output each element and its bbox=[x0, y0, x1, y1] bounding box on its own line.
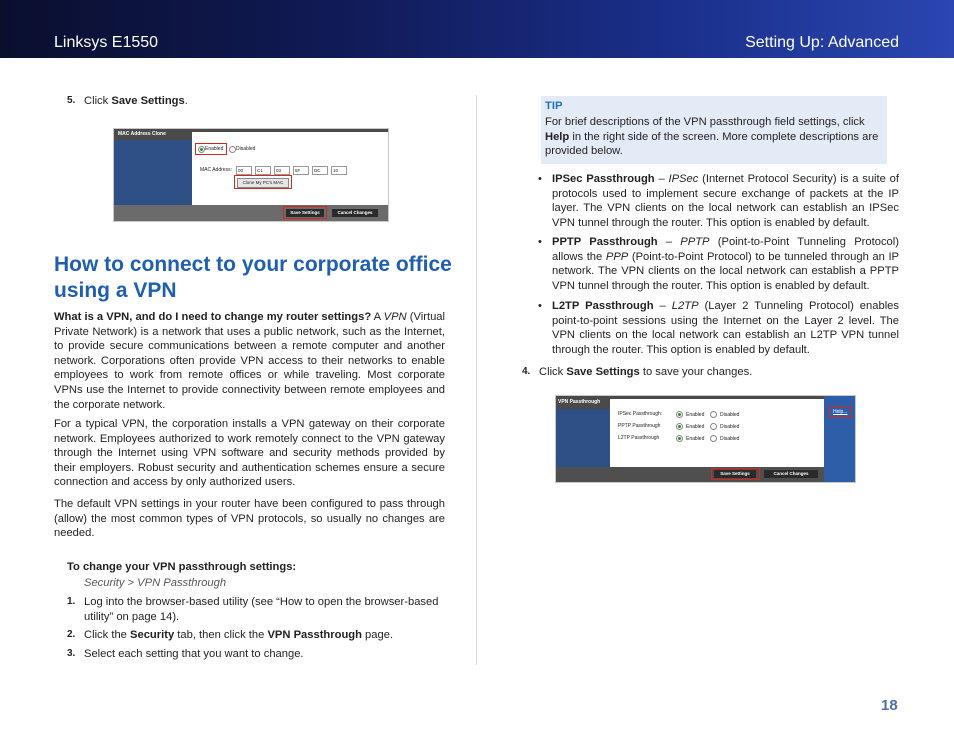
step-bold: Save Settings bbox=[111, 95, 185, 107]
text: (Layer 2 Tunneling Protocol) enables point-to-point sessions using the Internet on the Layer 2 level. The VPN clients on the local network can establish an L2TP VPN tunnel through the router. This option is enabled by default. bbox=[552, 300, 899, 356]
screenshot-main bbox=[610, 399, 824, 467]
mac-field: C1 bbox=[255, 166, 271, 175]
step-text: Log into the browser-based utility (see “How to open the browser-based utility” on page 14). bbox=[84, 596, 439, 623]
mac-clone-screenshot bbox=[113, 128, 389, 222]
step-number: 4. bbox=[522, 366, 531, 377]
text: A bbox=[371, 311, 384, 323]
step-number: 5. bbox=[67, 95, 76, 106]
term: IPSec bbox=[668, 173, 699, 185]
term-name: L2TP Passthrough bbox=[552, 300, 654, 312]
tab-name: Security bbox=[130, 629, 175, 641]
text: (Virtual Private Network) is a network that uses a public network, such as the Internet, to provide secure communications between a remote computer and another network. Corporations often provide VPN access to their networks to enable employees to work from remote offices or while traveling. Most corporate VPNs use the Internet to provide connectivity between remote employees and the corporate network. bbox=[54, 311, 445, 411]
cancel-changes-button: Cancel Changes bbox=[332, 209, 378, 217]
bullet-icon: • bbox=[538, 173, 542, 185]
term: PPTP bbox=[680, 236, 710, 248]
mac-field: DC bbox=[312, 166, 328, 175]
enabled-label: Enabled bbox=[686, 412, 705, 418]
mac-field: 03 bbox=[274, 166, 290, 175]
term-name: IPSec Passthrough bbox=[552, 173, 655, 185]
l2tp-row-label: L2TP Passthrough bbox=[618, 435, 660, 441]
paragraph-typical-vpn: For a typical VPN, the corporation installs a VPN gateway on their corporate network. Employees authorized to work remotely connect to the VPN gateway through the Internet using VPN software and security methods provided by their employers. Robust security and authentication schemes ensure a secure connection and access by only authorized users. bbox=[54, 418, 445, 489]
term: PPP bbox=[605, 250, 629, 263]
highlight-box bbox=[234, 175, 292, 189]
section-label: MAC Address Clone bbox=[114, 129, 192, 140]
save-settings-button: Save Settings bbox=[714, 470, 756, 478]
help-panel bbox=[824, 396, 855, 482]
task-title: To change your VPN passthrough settings: bbox=[67, 561, 297, 573]
mac-label: MAC Address: bbox=[200, 167, 232, 173]
disabled-radio bbox=[710, 423, 717, 430]
highlight-box bbox=[195, 143, 227, 155]
highlight-box bbox=[283, 206, 327, 219]
screenshot-main bbox=[192, 140, 388, 205]
question-text: What is a VPN, and do I need to change my router settings? bbox=[54, 311, 372, 323]
text: tab, then click the bbox=[174, 629, 268, 641]
bullet-pptp bbox=[552, 235, 899, 293]
mac-field: 10 bbox=[331, 166, 347, 175]
enabled-label: Enabled bbox=[686, 436, 705, 442]
screenshot-footer bbox=[556, 467, 824, 482]
text: in the right side of the screen. More complete descriptions are provided below. bbox=[545, 130, 879, 158]
term-name: PPTP Passthrough bbox=[552, 236, 658, 248]
bullet-icon: • bbox=[538, 236, 542, 248]
text: – bbox=[654, 173, 669, 185]
clone-mac-button: Clone My PC's MAC bbox=[237, 178, 289, 188]
paragraph-vpn-intro bbox=[54, 310, 445, 412]
pptp-row-label: PPTP Passthrough bbox=[618, 423, 661, 429]
step-text: Select each setting that you want to change. bbox=[84, 648, 304, 660]
enabled-label: Enabled bbox=[205, 146, 224, 152]
text: – bbox=[657, 236, 681, 248]
bullet-l2tp bbox=[552, 299, 899, 357]
enabled-radio bbox=[676, 411, 683, 418]
text: to save your changes. bbox=[639, 366, 753, 378]
help-term: Help bbox=[545, 130, 570, 143]
vpn-passthrough-screenshot bbox=[555, 395, 856, 483]
save-settings-button: Save Settings bbox=[286, 209, 324, 217]
bullet-icon: • bbox=[538, 300, 542, 312]
step-text: Click bbox=[84, 95, 112, 107]
section-heading: How to connect to your corporate office using a VPN bbox=[54, 253, 452, 302]
highlight-box bbox=[829, 406, 852, 418]
enabled-radio bbox=[676, 423, 683, 430]
disabled-radio bbox=[710, 411, 717, 418]
enabled-radio bbox=[676, 435, 683, 442]
navigation-path: Security > VPN Passthrough bbox=[84, 577, 227, 589]
page-name: VPN Passthrough bbox=[267, 629, 362, 641]
text: (Point-to-Point Protocol) to be tunneled through an IP network. The VPN clients on the local network can establish a PPTP VPN tunnel through the router. This option is enabled by default. bbox=[552, 250, 900, 292]
text: (Internet Protocol Security) is a suite of protocols used to implement secure exchange of packets at the IP layer. The VPN clients on the local network can establish an IPSec VPN tunnel through the router. This option is enabled by default. bbox=[552, 173, 899, 229]
mac-field: 5F bbox=[293, 166, 309, 175]
disabled-label: Disabled bbox=[720, 412, 740, 418]
step-number: 1. bbox=[67, 596, 76, 607]
help-link: Help... bbox=[833, 409, 848, 415]
product-name: Linksys E1550 bbox=[54, 34, 159, 51]
bullet-ipsec bbox=[552, 172, 899, 230]
section-title: Setting Up: Advanced bbox=[745, 34, 899, 51]
enabled-label: Enabled bbox=[686, 424, 705, 430]
screenshot-topbar bbox=[192, 129, 388, 132]
paragraph-default-settings: The default VPN settings in your router have been configured to pass through (allow) the most common types of VPN protocols, so usually no changes are needed. bbox=[54, 498, 445, 540]
text: – bbox=[653, 300, 672, 312]
page-header bbox=[0, 0, 954, 58]
page-number: 18 bbox=[881, 697, 898, 714]
step-number: 2. bbox=[67, 629, 76, 640]
disabled-radio bbox=[229, 146, 236, 153]
step-bold: Save Settings bbox=[566, 366, 640, 378]
section-label: VPN Passthrough bbox=[556, 396, 610, 409]
column-divider bbox=[476, 95, 477, 665]
step-number: 3. bbox=[67, 648, 76, 659]
disabled-label: Disabled bbox=[720, 424, 740, 430]
text: For brief descriptions of the VPN passthrough field settings, click bbox=[545, 116, 865, 128]
screenshot-footer bbox=[114, 205, 388, 221]
tip-body bbox=[545, 115, 885, 159]
term: VPN bbox=[383, 311, 407, 323]
tip-label: TIP bbox=[545, 100, 563, 112]
disabled-label: Disabled bbox=[236, 146, 256, 152]
disabled-radio bbox=[710, 435, 717, 442]
text: page. bbox=[361, 629, 394, 641]
mac-field: 00 bbox=[236, 166, 252, 175]
tip-box bbox=[541, 96, 887, 164]
disabled-label: Disabled bbox=[720, 436, 740, 442]
text: Click bbox=[539, 366, 567, 378]
cancel-changes-button: Cancel Changes bbox=[764, 470, 818, 478]
ipsec-row-label: IPSec Passthrough: bbox=[618, 411, 663, 417]
step-text: . bbox=[184, 95, 188, 107]
text: (Point-to-Point Tunneling Protocol) allows the bbox=[552, 236, 899, 263]
text: Click the bbox=[84, 629, 131, 641]
term: L2TP bbox=[671, 300, 699, 312]
highlight-box bbox=[711, 468, 760, 480]
